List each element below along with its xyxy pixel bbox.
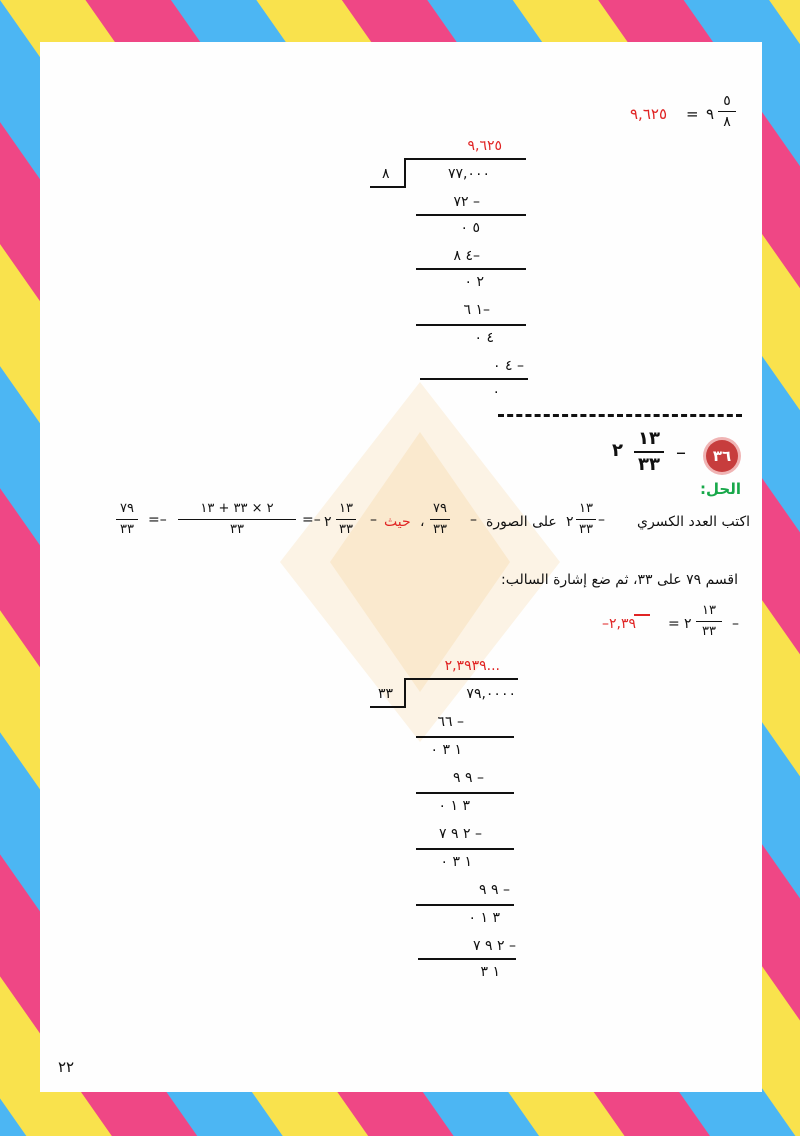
- mixed-whole: ٩: [706, 105, 715, 123]
- line1-comma: ،: [420, 514, 425, 530]
- solution-line-3: [600, 598, 750, 648]
- line3-num: ١٣: [702, 603, 716, 618]
- line1-fraction-2: [430, 500, 450, 539]
- step-3: ٤ ٨–: [453, 248, 480, 264]
- line1-res-den: ٣٣: [120, 522, 134, 537]
- step-8: ٠: [492, 384, 500, 400]
- line1-eq: =–: [302, 512, 321, 528]
- line1-expr-whole: ٢: [324, 514, 332, 530]
- step2-8: ٣ ١ ٠: [468, 910, 500, 926]
- line1-on: على الصورة: [486, 514, 557, 530]
- solution-line-2: اقسم ٧٩ على ٣٣، ثم ضع إشارة السالب:: [501, 572, 738, 588]
- quotient-2: ٢,٣٩٣٩...: [444, 658, 500, 674]
- step2-1: ٦٦ –: [437, 714, 464, 730]
- line1-num: ١٣: [579, 501, 593, 516]
- line1-big-fraction: [178, 500, 296, 539]
- line3-result: –٢,٣٩: [602, 616, 637, 632]
- step2-9: ٢ ٩ ٧ –: [473, 938, 516, 954]
- step2-7: ٩ ٩ –: [479, 882, 510, 898]
- problem-number-badge: ٣٦: [706, 440, 738, 472]
- equals-sign: =: [686, 105, 699, 123]
- page-number: ٢٢: [58, 1058, 75, 1076]
- problem-denominator: ٣٣: [638, 454, 660, 475]
- step2-4: ٣ ١ ٠: [438, 798, 470, 814]
- step-2: ٥ ٠: [460, 220, 480, 236]
- step-6: ٤ ٠: [474, 330, 494, 346]
- line1-minus2: –: [470, 512, 477, 528]
- line3-eq: =: [668, 616, 680, 632]
- step-1: ٧٢ –: [453, 194, 480, 210]
- long-division-2: [370, 656, 530, 986]
- line1-big-num: ٢ × ٣٣ + ١٣: [200, 501, 274, 516]
- line3-whole: ٢: [684, 616, 692, 632]
- dividend: ٧٧,٠٠٠: [447, 166, 490, 182]
- step2-10: ١ ٣: [480, 964, 500, 980]
- line1-minus: –: [598, 512, 605, 528]
- step2-6: ١ ٣ ٠: [440, 854, 472, 870]
- page-sheet: [40, 42, 762, 1092]
- line3-den: ٣٣: [702, 624, 716, 639]
- step2-5: ٢ ٩ ٧ –: [439, 826, 482, 842]
- line1-instruction: اكتب العدد الكسري: [637, 514, 750, 530]
- quotient: ٩,٦٢٥: [467, 138, 502, 154]
- line3-minus: –: [732, 616, 739, 632]
- step-7: ٤ ٠ –: [493, 358, 524, 374]
- fraction-5-8: [718, 92, 736, 131]
- solution-line-1: [110, 498, 750, 548]
- line3-fraction: [696, 602, 722, 641]
- problem-whole: ٢: [612, 440, 623, 461]
- fraction-numerator: ٥: [723, 93, 731, 109]
- problem-minus: –: [676, 440, 686, 464]
- line1-num2: ٧٩: [433, 501, 447, 516]
- step2-2: ١ ٣ ٠: [430, 742, 462, 758]
- line1-expr-fraction: [336, 500, 356, 539]
- line1-expr-den: ٣٣: [339, 522, 353, 537]
- line1-expr-num: ١٣: [339, 501, 353, 516]
- line1-den2: ٣٣: [433, 522, 447, 537]
- divisor: ٨: [382, 166, 390, 182]
- line1-whole: ٢: [566, 514, 574, 530]
- line1-expr-minus: –: [370, 512, 377, 528]
- step-4: ٢ ٠: [464, 274, 484, 290]
- line1-fraction: [576, 500, 596, 539]
- repeating-bar: [634, 614, 650, 616]
- divisor-2: ٣٣: [378, 686, 394, 702]
- example1-result: ٩,٦٢٥: [630, 105, 667, 123]
- line1-big-den: ٣٣: [230, 522, 244, 537]
- line1-where: حيث: [384, 514, 411, 530]
- line1-result-fraction: [116, 500, 138, 539]
- line1-eq2: =–: [148, 512, 167, 528]
- problem-numerator: ١٣: [638, 428, 660, 449]
- problem-fraction: [634, 428, 664, 476]
- step-5: ١ ٦–: [463, 302, 490, 318]
- solution-label: الحل:: [700, 480, 741, 498]
- line1-res-num: ٧٩: [120, 501, 134, 516]
- dividend-2: ٧٩,٠٠٠٠: [466, 686, 516, 702]
- line1-den: ٣٣: [579, 522, 593, 537]
- step2-3: ٩ ٩ –: [453, 770, 484, 786]
- fraction-denominator: ٨: [723, 114, 731, 130]
- long-division-1: [370, 136, 530, 406]
- example1-header: [630, 92, 750, 138]
- dashed-separator: [498, 414, 742, 417]
